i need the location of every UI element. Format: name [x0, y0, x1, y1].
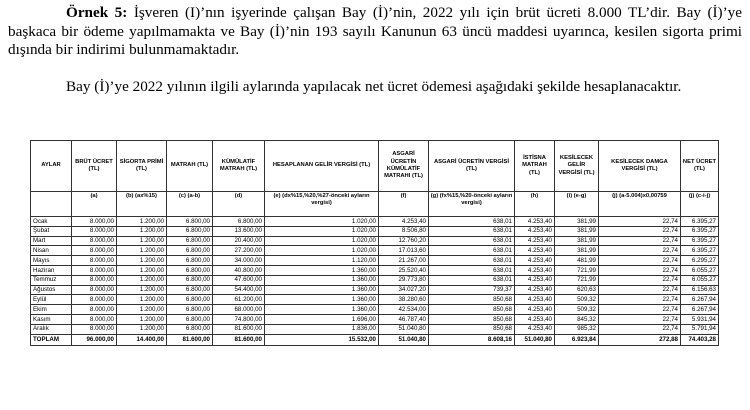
table-row	[31, 236, 719, 246]
value-cell: 8.506,80	[379, 226, 429, 236]
value-cell: 6.800,00	[167, 246, 213, 256]
value-cell: 739,37	[429, 285, 515, 295]
value-cell: 4.253,40	[515, 324, 555, 334]
total-cell: 51.040,80	[515, 334, 555, 345]
column-header: KESİLECEK GELİR VERGİSİ (TL)	[555, 141, 599, 192]
value-cell: 29.773,80	[379, 275, 429, 285]
value-cell: 381,99	[555, 246, 599, 256]
value-cell: 12.760,20	[379, 236, 429, 246]
total-cell: 15.532,00	[265, 334, 379, 345]
value-cell: 4.253,40	[515, 314, 555, 324]
value-cell: 638,01	[429, 265, 515, 275]
value-cell: 6.800,00	[167, 295, 213, 305]
total-label: TOPLAM	[31, 334, 72, 345]
column-header: ASGARİ ÜCRETİN VERGİSİ (TL)	[429, 141, 515, 192]
value-cell: 42.534,00	[379, 305, 429, 315]
value-cell: 4.253,40	[515, 256, 555, 266]
month-cell: Eylül	[31, 295, 72, 305]
value-cell: 8.000,00	[72, 285, 117, 295]
example-title: Örnek 5:	[66, 4, 128, 21]
value-cell: 1.836,00	[265, 324, 379, 334]
value-cell: 6.267,94	[681, 305, 719, 315]
value-cell: 6.267,94	[681, 295, 719, 305]
value-cell: 6.395,27	[681, 246, 719, 256]
value-cell: 1.200,00	[117, 305, 167, 315]
month-cell: Ekim	[31, 305, 72, 315]
value-cell: 1.200,00	[117, 217, 167, 227]
value-cell: 638,01	[429, 217, 515, 227]
value-cell: 51.040,80	[379, 324, 429, 334]
value-cell: 6.055,27	[681, 265, 719, 275]
value-cell: 6.055,27	[681, 275, 719, 285]
value-cell: 1.020,00	[265, 246, 379, 256]
value-cell: 6.800,00	[167, 236, 213, 246]
value-cell: 8.000,00	[72, 324, 117, 334]
column-header: AYLAR	[31, 141, 72, 192]
value-cell: 1.200,00	[117, 265, 167, 275]
value-cell: 22,74	[599, 275, 681, 285]
value-cell: 22,74	[599, 285, 681, 295]
value-cell: 20.400,00	[213, 236, 265, 246]
value-cell: 638,01	[429, 236, 515, 246]
value-cell: 1.020,00	[265, 236, 379, 246]
column-header: KÜMÜLATİF MATRAH (TL)	[213, 141, 265, 192]
table-row	[31, 305, 719, 315]
total-cell: 74.403,28	[681, 334, 719, 345]
table-row	[31, 324, 719, 334]
column-formula: (a)	[72, 192, 117, 217]
value-cell: 4.253,40	[515, 285, 555, 295]
column-header: MATRAH (TL)	[167, 141, 213, 192]
column-header: ASGARİ ÜCRETİN KÜMÜLATİF MATRAHI (TL)	[379, 141, 429, 192]
value-cell: 4.253,40	[515, 265, 555, 275]
total-cell: 81.600,00	[213, 334, 265, 345]
value-cell: 638,01	[429, 226, 515, 236]
value-cell: 6.800,00	[167, 226, 213, 236]
value-cell: 1.200,00	[117, 324, 167, 334]
value-cell: 1.020,00	[265, 217, 379, 227]
value-cell: 5.931,94	[681, 314, 719, 324]
value-cell: 8.000,00	[72, 226, 117, 236]
column-formula	[31, 192, 72, 217]
value-cell: 6.800,00	[213, 217, 265, 227]
table-row	[31, 217, 719, 227]
value-cell: 638,01	[429, 246, 515, 256]
value-cell: 40.800,00	[213, 265, 265, 275]
value-cell: 6.395,27	[681, 217, 719, 227]
month-cell: Mart	[31, 236, 72, 246]
total-cell: 51.040,80	[379, 334, 429, 345]
value-cell: 509,32	[555, 295, 599, 305]
table-row	[31, 246, 719, 256]
month-cell: Nisan	[31, 246, 72, 256]
column-header: İSTİSNA MATRAH (TL)	[515, 141, 555, 192]
total-cell: 96.000,00	[72, 334, 117, 345]
value-cell: 13.600,00	[213, 226, 265, 236]
value-cell: 34.000,00	[213, 256, 265, 266]
value-cell: 6.800,00	[167, 217, 213, 227]
total-cell: 6.923,84	[555, 334, 599, 345]
total-cell: 272,88	[599, 334, 681, 345]
value-cell: 721,99	[555, 265, 599, 275]
value-cell: 17.013,60	[379, 246, 429, 256]
value-cell: 6.395,27	[681, 226, 719, 236]
table-row	[31, 275, 719, 285]
value-cell: 25.520,40	[379, 265, 429, 275]
month-cell: Ocak	[31, 217, 72, 227]
value-cell: 850,68	[429, 305, 515, 315]
value-cell: 22,74	[599, 305, 681, 315]
value-cell: 27.200,00	[213, 246, 265, 256]
value-cell: 22,74	[599, 314, 681, 324]
value-cell: 54.400,00	[213, 285, 265, 295]
total-cell: 14.400,00	[117, 334, 167, 345]
value-cell: 4.253,40	[515, 236, 555, 246]
table-row	[31, 314, 719, 324]
value-cell: 6.800,00	[167, 275, 213, 285]
value-cell: 6.800,00	[167, 324, 213, 334]
value-cell: 1.020,00	[265, 226, 379, 236]
month-cell: Mayıs	[31, 256, 72, 266]
value-cell: 4.253,40	[515, 217, 555, 227]
value-cell: 381,99	[555, 217, 599, 227]
value-cell: 6.800,00	[167, 256, 213, 266]
value-cell: 721,99	[555, 275, 599, 285]
value-cell: 22,74	[599, 236, 681, 246]
value-cell: 850,68	[429, 295, 515, 305]
column-header: BRÜT ÜCRET (TL)	[72, 141, 117, 192]
value-cell: 6.395,27	[681, 236, 719, 246]
month-cell: Aralık	[31, 324, 72, 334]
table-row	[31, 226, 719, 236]
value-cell: 8.000,00	[72, 256, 117, 266]
intro-paragraph: Bay (İ)’ye 2022 yılının ilgili aylarında yapılacak net ücret ödemesi aşağıdaki şekilde hesaplanacaktır.	[66, 78, 682, 95]
value-cell: 8.000,00	[72, 217, 117, 227]
value-cell: 638,01	[429, 275, 515, 285]
column-header: NET ÜCRET (TL)	[681, 141, 719, 192]
value-cell: 34.027,20	[379, 285, 429, 295]
value-cell: 6.156,63	[681, 285, 719, 295]
value-cell: 22,74	[599, 217, 681, 227]
column-formula: (c) (a-b)	[167, 192, 213, 217]
value-cell: 381,99	[555, 226, 599, 236]
value-cell: 4.253,40	[515, 275, 555, 285]
value-cell: 1.200,00	[117, 246, 167, 256]
value-cell: 8.000,00	[72, 275, 117, 285]
value-cell: 8.000,00	[72, 314, 117, 324]
column-formula: (j) (c-i-j)	[681, 192, 719, 217]
column-formula: (e) (dx%15,%20,%27-önceki ayların vergisi)	[265, 192, 379, 217]
value-cell: 8.000,00	[72, 305, 117, 315]
value-cell: 4.253,40	[379, 217, 429, 227]
table-row	[31, 295, 719, 305]
table-body	[31, 217, 719, 335]
column-formula: (h)	[515, 192, 555, 217]
table-total-row	[31, 334, 719, 345]
value-cell: 22,74	[599, 226, 681, 236]
value-cell: 8.000,00	[72, 246, 117, 256]
value-cell: 481,99	[555, 256, 599, 266]
value-cell: 8.000,00	[72, 265, 117, 275]
table-header-row	[31, 141, 719, 192]
value-cell: 1.200,00	[117, 275, 167, 285]
column-header: KESİLECEK DAMGA VERGİSİ (TL)	[599, 141, 681, 192]
value-cell: 1.200,00	[117, 285, 167, 295]
value-cell: 61.200,00	[213, 295, 265, 305]
column-header: SİGORTA PRİMİ (TL)	[117, 141, 167, 192]
value-cell: 638,01	[429, 256, 515, 266]
value-cell: 5.791,94	[681, 324, 719, 334]
value-cell: 381,99	[555, 236, 599, 246]
value-cell: 1.360,00	[265, 305, 379, 315]
example-text: İşveren (I)’nın işyerinde çalışan Bay (İ)’nin, 2022 yılı için brüt ücreti 8.000 TL’dir. Bay (İ)’ye başkaca bir ödeme yapılmamakta ve Bay (İ)’nin 193 sayılı Kanunun 63 üncü maddesi uyarınca, kesilen sigorta primi dışında bir indirimi bulunmamaktadır.	[8, 4, 743, 59]
value-cell: 850,68	[429, 314, 515, 324]
value-cell: 850,68	[429, 324, 515, 334]
value-cell: 6.295,27	[681, 256, 719, 266]
value-cell: 22,74	[599, 324, 681, 334]
month-cell: Haziran	[31, 265, 72, 275]
column-formula: (i) (e-g)	[555, 192, 599, 217]
value-cell: 21.267,00	[379, 256, 429, 266]
value-cell: 8.000,00	[72, 295, 117, 305]
table-row	[31, 285, 719, 295]
value-cell: 1.360,00	[265, 265, 379, 275]
value-cell: 1.360,00	[265, 275, 379, 285]
column-header: HESAPLANAN GELİR VERGİSİ (TL)	[265, 141, 379, 192]
month-cell: Şubat	[31, 226, 72, 236]
column-formula: (b) (ax%15)	[117, 192, 167, 217]
value-cell: 1.360,00	[265, 285, 379, 295]
value-cell: 6.800,00	[167, 305, 213, 315]
month-cell: Ağustos	[31, 285, 72, 295]
total-cell: 81.600,00	[167, 334, 213, 345]
net-wage-table	[30, 140, 719, 346]
value-cell: 6.800,00	[167, 285, 213, 295]
value-cell: 4.253,40	[515, 295, 555, 305]
value-cell: 1.200,00	[117, 314, 167, 324]
column-formula: (d)	[213, 192, 265, 217]
month-cell: Kasım	[31, 314, 72, 324]
column-formula: (g) (fx%15,%20-önceki ayların vergisi)	[429, 192, 515, 217]
value-cell: 8.000,00	[72, 236, 117, 246]
value-cell: 22,74	[599, 295, 681, 305]
value-cell: 1.696,00	[265, 314, 379, 324]
example-paragraph	[8, 4, 742, 60]
value-cell: 985,32	[555, 324, 599, 334]
value-cell: 509,32	[555, 305, 599, 315]
value-cell: 1.360,00	[265, 295, 379, 305]
value-cell: 6.800,00	[167, 265, 213, 275]
value-cell: 47.600,00	[213, 275, 265, 285]
value-cell: 68.000,00	[213, 305, 265, 315]
value-cell: 620,63	[555, 285, 599, 295]
table-row	[31, 256, 719, 266]
value-cell: 46.787,40	[379, 314, 429, 324]
value-cell: 1.200,00	[117, 256, 167, 266]
value-cell: 4.253,40	[515, 305, 555, 315]
month-cell: Temmuz	[31, 275, 72, 285]
value-cell: 38.280,60	[379, 295, 429, 305]
column-formula: (f)	[379, 192, 429, 217]
value-cell: 845,32	[555, 314, 599, 324]
value-cell: 22,74	[599, 246, 681, 256]
value-cell: 6.800,00	[167, 314, 213, 324]
value-cell: 81.600,00	[213, 324, 265, 334]
value-cell: 1.200,00	[117, 226, 167, 236]
value-cell: 1.200,00	[117, 295, 167, 305]
column-formula: (j) (a-5.004)x0,00759	[599, 192, 681, 217]
value-cell: 4.253,40	[515, 226, 555, 236]
value-cell: 22,74	[599, 256, 681, 266]
value-cell: 22,74	[599, 265, 681, 275]
value-cell: 4.253,40	[515, 246, 555, 256]
table-subheader-row	[31, 192, 719, 217]
value-cell: 74.800,00	[213, 314, 265, 324]
value-cell: 1.200,00	[117, 236, 167, 246]
table-row	[31, 265, 719, 275]
value-cell: 1.120,00	[265, 256, 379, 266]
total-cell: 8.608,16	[429, 334, 515, 345]
